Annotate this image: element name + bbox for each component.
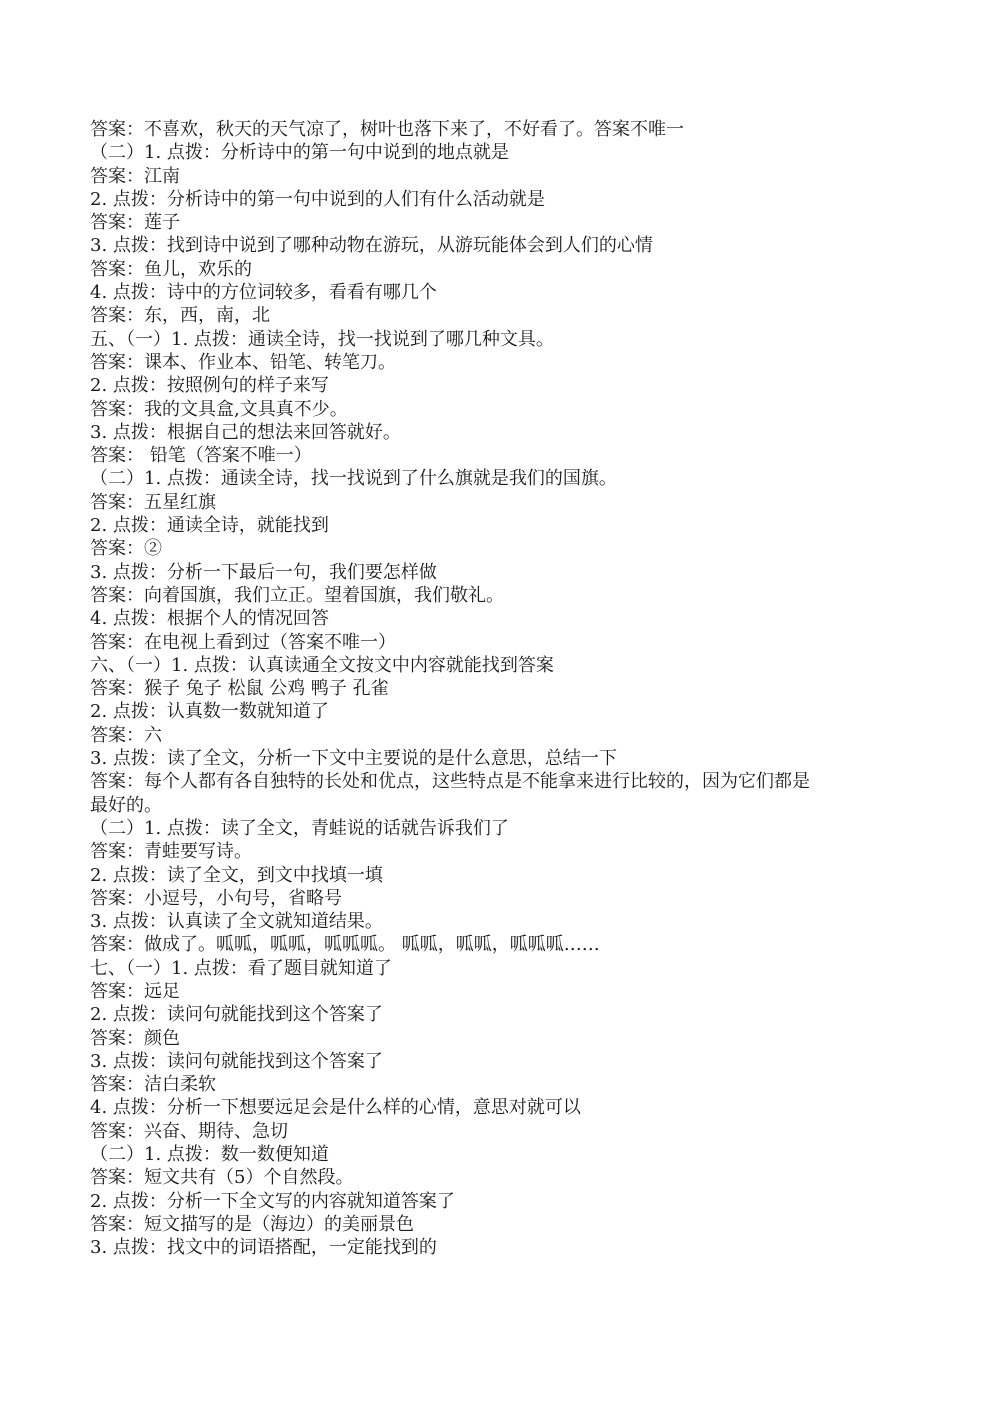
text-line: 3. 点拨：认真读了全文就知道结果。 <box>90 911 383 933</box>
text-line: 答案：我的文具盒,文具真不少。 <box>90 398 348 420</box>
document-body <box>90 118 920 1260</box>
text-line: 答案： 铅笔（答案不唯一） <box>90 445 312 467</box>
text-line: 答案：不喜欢，秋天的天气凉了，树叶也落下来了，不好看了。答案不唯一 <box>90 119 684 140</box>
text-line: 答案：洁白柔软 <box>90 1074 216 1096</box>
text-line: 答案：江南 <box>90 165 180 187</box>
text-line: 答案：短文共有（5）个自然段。 <box>90 1167 354 1189</box>
text-line: 答案：小逗号，小句号，省略号 <box>90 887 342 909</box>
text-line: 答案：六 <box>90 724 162 746</box>
text-line: 4. 点拨：根据个人的情况回答 <box>90 608 329 630</box>
text-line: 答案：每个人都有各自独特的长处和优点，这些特点是不能拿来进行比较的，因为它们都是 <box>90 771 810 793</box>
text-line: 答案：② <box>90 538 162 560</box>
text-line: 2. 点拨：按照例句的样子来写 <box>90 375 329 397</box>
text-line: （二）1. 点拨：分析诗中的第一句中说到的地点就是 <box>90 142 509 164</box>
text-line: 2. 点拨：读了全文，到文中找填一填 <box>90 864 383 886</box>
text-line: 答案：做成了。呱呱，呱呱，呱呱呱。 呱呱，呱呱，呱呱呱…… <box>90 934 600 956</box>
text-line: （二）1. 点拨：读了全文，青蛙说的话就告诉我们了 <box>90 817 509 839</box>
text-line: 答案：课本、作业本、铅笔、转笔刀。 <box>90 351 396 373</box>
text-line: （二）1. 点拨：通读全诗，找一找说到了什么旗就是我们的国旗。 <box>90 468 617 490</box>
text-line: 答案：青蛙要写诗。 <box>90 841 252 863</box>
text-line: 4. 点拨：分析一下想要远足会是什么样的心情，意思对就可以 <box>90 1097 581 1119</box>
text-line: 2. 点拨：认真数一数就知道了 <box>90 701 329 723</box>
text-line: 2. 点拨：分析一下全文写的内容就知道答案了 <box>90 1190 455 1212</box>
text-line: 3. 点拨：读问句就能找到这个答案了 <box>90 1050 383 1072</box>
text-line: 3. 点拨：读了全文，分析一下文中主要说的是什么意思，总结一下 <box>90 748 617 770</box>
text-line: 答案：五星红旗 <box>90 491 216 513</box>
text-line: 答案：短文描写的是（海边）的美丽景色 <box>90 1213 414 1235</box>
text-line: 最好的。 <box>90 794 162 816</box>
text-line: 答案：在电视上看到过（答案不唯一） <box>90 631 396 653</box>
text-line: 答案：鱼儿，欢乐的 <box>90 258 252 280</box>
text-line: 七、（一）1. 点拨：看了题目就知道了 <box>90 957 392 979</box>
text-line: 答案：猴子 兔子 松鼠 公鸡 鸭子 孔雀 <box>90 678 389 700</box>
text-line: 答案：东，西，南，北 <box>90 305 270 327</box>
text-line: 3. 点拨：找文中的词语搭配，一定能找到的 <box>90 1237 437 1259</box>
text-line: 六、（一）1. 点拨：认真读通全文按文中内容就能找到答案 <box>90 654 554 676</box>
text-line: 3. 点拨：根据自己的想法来回答就好。 <box>90 421 401 443</box>
text-line: 4. 点拨：诗中的方位词较多，看看有哪几个 <box>90 282 437 304</box>
text-line: 答案：莲子 <box>90 212 180 234</box>
text-line: 答案：向着国旗，我们立正。望着国旗，我们敬礼。 <box>90 584 504 606</box>
text-line: （二）1. 点拨：数一数便知道 <box>90 1144 329 1166</box>
text-line: 3. 点拨：找到诗中说到了哪种动物在游玩，从游玩能体会到人们的心情 <box>90 235 653 257</box>
text-line: 2. 点拨：通读全诗，就能找到 <box>90 515 329 537</box>
text-line: 答案：兴奋、期待、急切 <box>90 1120 288 1142</box>
text-line: 答案：远足 <box>90 980 180 1002</box>
text-line: 答案：颜色 <box>90 1027 180 1049</box>
text-line: 3. 点拨：分析一下最后一句，我们要怎样做 <box>90 561 437 583</box>
text-line: 2. 点拨：读问句就能找到这个答案了 <box>90 1004 383 1026</box>
text-line: 五、（一）1. 点拨：通读全诗，找一找说到了哪几种文具。 <box>90 328 554 350</box>
text-line: 2. 点拨：分析诗中的第一句中说到的人们有什么活动就是 <box>90 188 545 210</box>
